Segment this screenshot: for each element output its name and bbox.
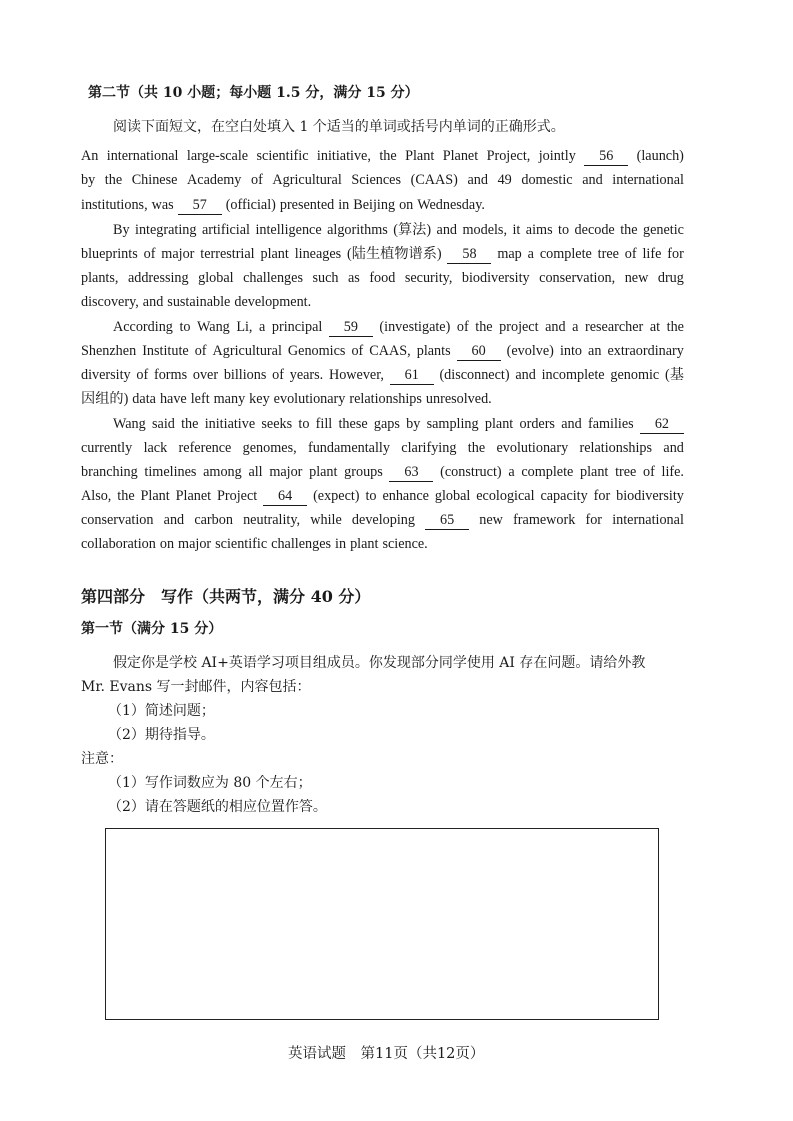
passage-word: a — [259, 319, 266, 335]
passage-word: major — [178, 536, 212, 552]
passage-word: tree — [597, 246, 619, 262]
passage-word: the — [620, 222, 638, 238]
passage-word: have — [159, 391, 187, 407]
passage-word: diversity — [81, 367, 131, 383]
passage-line — [113, 414, 684, 434]
passage-word: key — [249, 391, 270, 407]
passage-word: the — [117, 488, 135, 504]
writing-point-1: （1）简述问题； — [108, 703, 215, 719]
blank-56[interactable]: 56 — [584, 148, 628, 166]
passage-line — [81, 170, 684, 190]
passage-word: on — [159, 536, 175, 552]
passage-word: initiative, — [316, 148, 371, 164]
section-2-title: 第二节（共 10 小题；每小题 1.5 分，满分 15 分） — [88, 85, 419, 101]
passage-word: discovery, — [81, 294, 139, 310]
passage-word: terrestrial — [200, 246, 255, 262]
passage-word: while — [310, 512, 342, 528]
passage-word: a — [527, 246, 534, 262]
passage-word: biodiversity — [616, 488, 684, 504]
passage-word: families — [587, 416, 634, 432]
passage-word: However, — [328, 367, 384, 383]
passage-word: and — [142, 294, 164, 310]
passage-word: lineages — [294, 246, 342, 262]
passage-word: (算法) — [393, 222, 432, 238]
passage-word: plant — [580, 464, 609, 480]
passage-word: Planet — [175, 488, 212, 504]
passage-word: orders — [519, 416, 555, 432]
passage-word: sustainable — [167, 294, 231, 310]
passage-word: According — [113, 319, 173, 335]
passage-word: groups — [344, 464, 383, 480]
passage-word: 因组的) — [81, 391, 129, 407]
passage-word: conservation, — [539, 270, 616, 286]
passage-word: in — [338, 197, 350, 213]
passage-word: the — [181, 416, 199, 432]
passage-word: project — [499, 319, 539, 335]
passage-word: as — [347, 270, 360, 286]
passage-word: plant — [260, 246, 289, 262]
passage-word: plants — [416, 343, 451, 359]
passage-word: (launch) — [636, 148, 684, 164]
passage-word: the — [379, 148, 397, 164]
passage-word: and — [561, 416, 582, 432]
passage-word: Shenzhen — [81, 343, 137, 359]
passage-word: major — [269, 464, 303, 480]
passage-word: development. — [234, 294, 312, 310]
passage-word: international — [106, 148, 179, 164]
passage-word: the — [467, 440, 486, 456]
passage-word: map — [497, 246, 522, 262]
passage-word: all — [248, 464, 263, 480]
passage-word: (expect) — [313, 488, 360, 504]
passage-word: 49 — [497, 172, 512, 188]
passage-word: of — [624, 246, 637, 262]
passage-word: of — [456, 319, 469, 335]
passage-word: scientific — [256, 148, 309, 164]
passage-word: By — [113, 222, 130, 238]
passage-line — [81, 486, 684, 506]
passage-word: genetic — [642, 222, 684, 238]
blank-60[interactable]: 60 — [457, 343, 501, 361]
passage-word: presented — [279, 197, 335, 213]
passage-word: and — [582, 172, 603, 188]
blank-57[interactable]: 57 — [178, 197, 222, 215]
passage-word: of — [251, 172, 263, 188]
passage-word: enhance — [382, 488, 429, 504]
passage-word: An — [81, 148, 99, 164]
writing-prompt-line-2: Mr. Evans 写一封邮件，内容包括： — [81, 679, 311, 695]
passage-word: evolutionary — [496, 440, 569, 456]
passage-word: plant — [309, 464, 338, 480]
passage-word: was — [151, 197, 174, 213]
passage-word: jointly — [538, 148, 576, 164]
passage-word: artificial — [201, 222, 250, 238]
passage-line — [81, 195, 684, 215]
passage-word: complete — [521, 464, 574, 480]
passage-word: (disconnect) — [439, 367, 510, 383]
passage-word: international — [612, 172, 684, 188]
passage-word: seeks — [261, 416, 293, 432]
passage-word: many — [213, 391, 246, 407]
passage-word: intelligence — [255, 222, 322, 238]
passage-word: and — [663, 440, 684, 456]
passage-word: food — [369, 270, 396, 286]
blank-58[interactable]: 58 — [447, 246, 491, 264]
passage-word: biodiversity — [461, 270, 530, 286]
passage-word: a — [508, 464, 515, 480]
note-1: （1）写作词数应为 80 个左右； — [108, 775, 312, 791]
passage-word: fill — [315, 416, 333, 432]
passage-word: and — [545, 319, 566, 335]
passage-word: international — [612, 512, 684, 528]
page-footer: 英语试题 第11页（共12页） — [288, 1046, 485, 1062]
passage-word: genomic — [610, 367, 660, 383]
passage-word: among — [203, 464, 242, 480]
passage-word: (official) — [225, 197, 276, 213]
passage-word: incomplete — [541, 367, 605, 383]
passage-word: fundamentally — [307, 440, 390, 456]
passage-line — [81, 462, 684, 482]
passage-word: Project, — [486, 148, 531, 164]
answer-box[interactable] — [105, 828, 659, 1020]
passage-word: science. — [382, 536, 428, 552]
passage-word: drug — [657, 270, 684, 286]
passage-word: and — [436, 222, 458, 238]
passage-word: (陆生植物谱系) — [347, 246, 442, 262]
passage-word: to — [298, 416, 310, 432]
passage-word: reference — [178, 440, 232, 456]
passage-word: framework — [513, 512, 576, 528]
passage-word: the — [475, 319, 493, 335]
blank-65[interactable]: 65 — [425, 512, 469, 530]
passage-line — [113, 317, 684, 337]
passage-word: life — [642, 246, 662, 262]
passage-word: at — [649, 319, 661, 335]
passage-word: Also, — [81, 488, 112, 504]
passage-word: left — [190, 391, 210, 407]
passage-word: decode — [574, 222, 615, 238]
passage-word: currently — [81, 440, 133, 456]
passage-word: algorithms — [327, 222, 388, 238]
passage-word: timelines — [144, 464, 197, 480]
passage-word: a — [572, 319, 579, 335]
passage-word: integrating — [135, 222, 197, 238]
passage-word: Sciences — [351, 172, 401, 188]
passage-word: initiative — [204, 416, 256, 432]
passage-word: ecological — [476, 488, 535, 504]
passage-word: forms — [153, 367, 188, 383]
passage-word: Wednesday. — [417, 197, 485, 213]
section-2-instruction: 阅读下面短文，在空白处填入 1 个适当的单词或括号内单词的正确形式。 — [113, 119, 565, 135]
passage-word: evolutionary — [273, 391, 346, 407]
passage-word: branching — [81, 464, 138, 480]
blank-61[interactable]: 61 — [390, 367, 434, 385]
passage-word: over — [192, 367, 219, 383]
passage-word: Genomics — [287, 343, 346, 359]
passage-word: to — [558, 222, 570, 238]
passage-word: into — [559, 343, 583, 359]
passage-line — [81, 244, 684, 264]
passage-word: such — [312, 270, 339, 286]
passage-word: security, — [404, 270, 453, 286]
passage-word: CAAS, — [369, 343, 411, 359]
passage-word: of — [136, 367, 149, 383]
passage-word: of — [143, 246, 156, 262]
passage-word: sampling — [426, 416, 479, 432]
passage-word: genomes, — [242, 440, 297, 456]
passage-word: scientific — [215, 536, 268, 552]
passage-word: relationships — [349, 391, 422, 407]
passage-word: by — [81, 172, 96, 188]
passage-word: Academy — [187, 172, 242, 188]
passage-word: of — [194, 343, 207, 359]
passage-word: Li, — [236, 319, 253, 335]
passage-word: aims — [525, 222, 553, 238]
passage-line — [81, 146, 684, 166]
passage-word: researcher — [585, 319, 644, 335]
passage-word: clarifying — [401, 440, 457, 456]
passage-word: neutrality, — [243, 512, 301, 528]
note-2: （2）请在答题纸的相应位置作答。 — [108, 799, 327, 815]
passage-word: (investigate) — [379, 319, 451, 335]
blank-62[interactable]: 62 — [640, 416, 684, 434]
passage-word: developing — [351, 512, 415, 528]
blank-64[interactable]: 64 — [263, 488, 307, 506]
passage-word: tree — [615, 464, 637, 480]
passage-line — [113, 220, 684, 240]
passage-word: new — [624, 270, 649, 286]
passage-line — [81, 292, 684, 312]
passage-word: domestic — [521, 172, 573, 188]
passage-word: (CAAS) — [410, 172, 458, 188]
passage-word: an — [588, 343, 602, 359]
passage-word: global — [198, 270, 234, 286]
writing-prompt-line-1: 假定你是学校 AI+英语学习项目组成员。你发现部分同学使用 AI 存在问题。请给外教 — [113, 655, 646, 671]
passage-word: billions — [223, 367, 267, 383]
passage-word: data — [132, 391, 156, 407]
note-label: 注意： — [81, 751, 123, 767]
passage-word: said — [152, 416, 175, 432]
passage-word: collaboration — [81, 536, 156, 552]
passage-word: Plant — [405, 148, 435, 164]
passage-line — [81, 438, 684, 458]
passage-word: Plant — [140, 488, 170, 504]
passage-word: years. — [289, 367, 324, 383]
passage-word: in — [335, 536, 347, 552]
passage-word: major — [161, 246, 195, 262]
passage-word: challenges — [243, 270, 303, 286]
passage-word: the — [104, 172, 123, 188]
passage-word: of — [643, 464, 655, 480]
passage-line — [81, 534, 684, 554]
passage-word: models, — [462, 222, 507, 238]
passage-word: extraordinary — [607, 343, 684, 359]
passage-word: Chinese — [131, 172, 178, 188]
passage-word: for — [593, 488, 611, 504]
passage-word: institutions, — [81, 197, 148, 213]
passage-word: relationships — [579, 440, 653, 456]
passage-word: for — [585, 512, 603, 528]
passage-word: for — [667, 246, 684, 262]
passage-word: Wang — [197, 319, 230, 335]
passage-line — [81, 341, 684, 361]
passage-word: addressing — [127, 270, 189, 286]
passage-line — [81, 510, 684, 530]
passage-word: Wang — [113, 416, 146, 432]
passage-line — [81, 268, 684, 288]
passage-word: unresolved. — [425, 391, 492, 407]
passage-word: (基 — [664, 367, 684, 383]
passage-word: of — [272, 367, 284, 383]
passage-line — [81, 365, 684, 385]
passage-word: large-scale — [186, 148, 249, 164]
passage-word: challenges — [271, 536, 332, 552]
passage-word: and — [163, 512, 185, 528]
passage-line — [81, 389, 684, 409]
passage-word: the — [666, 319, 684, 335]
passage-word: it — [512, 222, 521, 238]
passage-word: Project — [217, 488, 258, 504]
passage-word: Beijing — [353, 197, 396, 213]
blank-63[interactable]: 63 — [389, 464, 433, 482]
passage-word: plant — [350, 536, 379, 552]
passage-word: blueprints — [81, 246, 138, 262]
passage-word: and — [515, 367, 536, 383]
passage-word: plant — [484, 416, 514, 432]
writing-section-1-title: 第一节（满分 15 分） — [81, 621, 223, 637]
passage-word: Institute — [142, 343, 189, 359]
passage-word: plants, — [81, 270, 119, 286]
part-4-title: 第四部分 写作（共两节，满分 40 分） — [81, 587, 371, 606]
passage-word: principal — [271, 319, 323, 335]
passage-word: (evolve) — [506, 343, 554, 359]
passage-word: Agricultural — [272, 172, 342, 188]
passage-word: carbon — [194, 512, 233, 528]
passage-word: on — [399, 197, 414, 213]
passage-word: to — [179, 319, 191, 335]
writing-point-2: （2）期待指导。 — [108, 727, 215, 743]
passage-word: and — [467, 172, 488, 188]
passage-word: global — [434, 488, 471, 504]
passage-word: gaps — [373, 416, 400, 432]
passage-word: Planet — [442, 148, 479, 164]
passage-word: Agricultural — [212, 343, 282, 359]
passage-word: of — [351, 343, 364, 359]
passage-word: capacity — [540, 488, 588, 504]
passage-word: new — [479, 512, 503, 528]
passage-word: by — [406, 416, 421, 432]
passage-word: complete — [539, 246, 592, 262]
passage-word: life. — [661, 464, 684, 480]
passage-word: (construct) — [440, 464, 502, 480]
passage-word: to — [365, 488, 377, 504]
passage-word: these — [338, 416, 368, 432]
passage-word: conservation — [81, 512, 154, 528]
passage-word: lack — [143, 440, 168, 456]
blank-59[interactable]: 59 — [329, 319, 373, 337]
